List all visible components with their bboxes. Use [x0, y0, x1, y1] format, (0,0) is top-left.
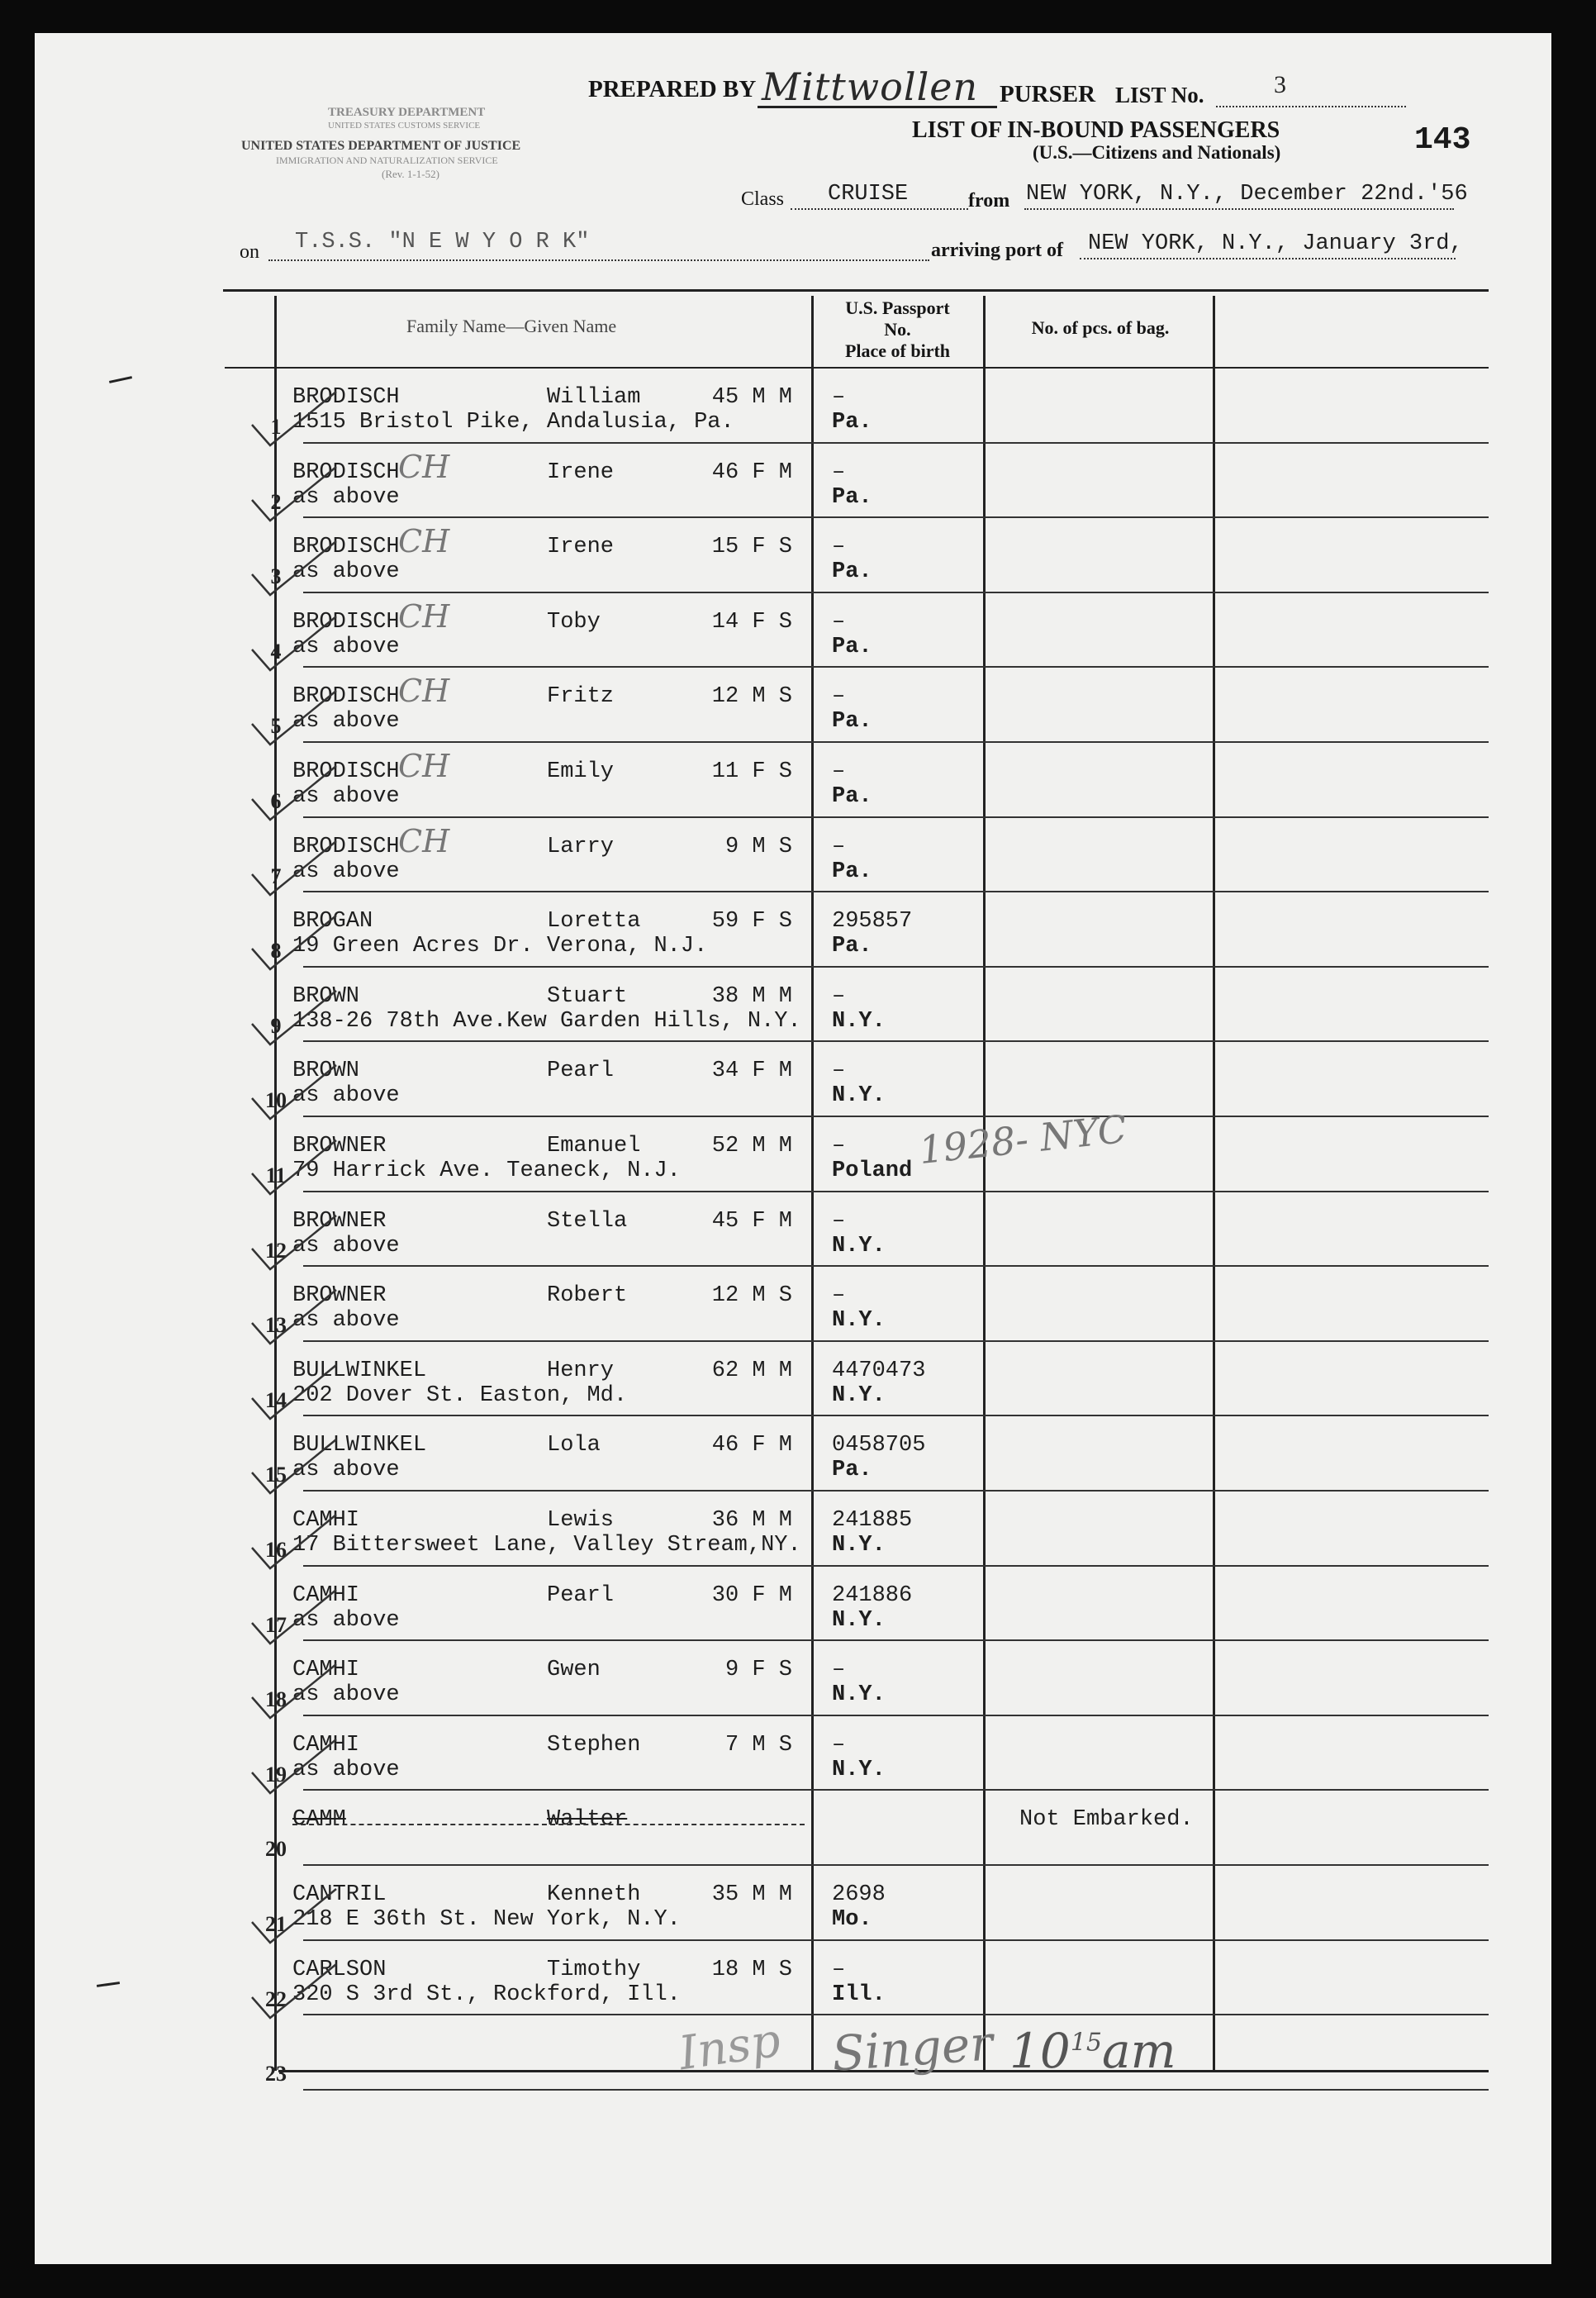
page-number: 143: [1414, 122, 1471, 158]
given-name: Robert: [547, 1283, 628, 1308]
footer-time-hour: 10: [1009, 2023, 1071, 2079]
row-number: 5: [270, 714, 282, 738]
agency-line-3: UNITED STATES DEPARTMENT OF JUSTICE: [241, 139, 521, 153]
address: 320 S 3rd St., Rockford, Ill.: [292, 1982, 681, 2007]
handwritten-correction: CH: [398, 748, 450, 784]
col-header-passport-1: U.S. Passport: [845, 297, 950, 318]
check-mark-icon: [245, 1361, 344, 1427]
row-number: 20: [265, 1837, 287, 1861]
age-sex-status: 14 F S: [711, 610, 792, 635]
age-sex-status: 46 F M: [711, 460, 792, 485]
family-name: CANTRIL: [292, 1882, 387, 1907]
address: as above: [292, 1608, 400, 1633]
row-number: 12: [265, 1239, 287, 1263]
prepared-by-signature: Mittwollen: [762, 64, 979, 109]
given-name: Henry: [547, 1358, 615, 1383]
age-sex-status: 45 F M: [711, 1209, 792, 1234]
check-mark-icon: [245, 1435, 344, 1501]
check-mark-icon: [245, 762, 344, 828]
place-of-birth: Mo.: [832, 1907, 872, 1932]
on-label: on: [240, 241, 259, 263]
list-no-label: LIST No.: [1115, 83, 1204, 107]
passport-number: 241885: [832, 1508, 913, 1533]
family-name: BRODISCH: [292, 535, 400, 559]
family-name: BRODISCH: [292, 460, 400, 485]
row-divider: [303, 1265, 1489, 1267]
age-sex-status: 35 M M: [711, 1882, 792, 1907]
address: 218 E 36th St. New York, N.Y.: [292, 1907, 681, 1932]
place-of-birth: N.Y.: [832, 1608, 886, 1633]
place-of-birth: Pa.: [832, 635, 872, 659]
place-of-birth: Pa.: [832, 1458, 872, 1482]
check-mark-icon: [245, 1136, 344, 1202]
row-number: 10: [265, 1088, 287, 1112]
passport-number: –: [832, 1134, 846, 1159]
row-number: 19: [265, 1763, 287, 1787]
family-name: BROGAN: [292, 909, 373, 934]
address: 19 Green Acres Dr. Verona, N.J.: [292, 934, 708, 959]
age-sex-status: 15 F S: [711, 535, 792, 559]
margin-mark: [97, 1982, 120, 1987]
row-divider: [303, 816, 1489, 818]
family-name: BROWNER: [292, 1283, 387, 1308]
from-value: NEW YORK, N.Y., December 22nd.'56: [1026, 182, 1468, 207]
given-name: Toby: [547, 610, 601, 635]
from-line: [1024, 208, 1454, 210]
row-number: 11: [265, 1163, 287, 1187]
place-of-birth: Pa.: [832, 859, 872, 884]
given-name: Stella: [547, 1209, 628, 1234]
from-label: from: [968, 190, 1010, 212]
row-number: 16: [265, 1538, 287, 1562]
address: as above: [292, 559, 400, 584]
place-of-birth: Pa.: [832, 784, 872, 809]
family-name: BRODISCH: [292, 610, 400, 635]
row-divider: [303, 1939, 1489, 1941]
passport-number: 241886: [832, 1583, 913, 1608]
given-name: Emily: [547, 759, 615, 784]
place-of-birth: Ill.: [832, 1982, 886, 2007]
address: as above: [292, 635, 400, 659]
check-mark-icon: [245, 911, 344, 978]
agency-line-4: IMMIGRATION AND NATURALIZATION SERVICE: [276, 155, 498, 166]
col-header-bags: No. of pcs. of bag.: [1031, 317, 1170, 338]
form-revision: (Rev. 1-1-52): [382, 168, 439, 180]
footer-inspector-mark: Insp: [676, 2013, 784, 2082]
given-name: Larry: [547, 835, 615, 859]
footer-time: [1009, 2023, 1176, 2079]
family-name: CAMHI: [292, 1508, 360, 1533]
row-divider: [303, 1715, 1489, 1716]
age-sex-status: 45 M M: [711, 385, 792, 410]
row-number: 14: [265, 1388, 287, 1412]
given-name: Lola: [547, 1433, 601, 1458]
age-sex-status: 52 M M: [711, 1134, 792, 1159]
row-divider: [303, 1040, 1489, 1042]
address: as above: [292, 1234, 400, 1258]
family-name: BRODISCH: [292, 759, 400, 784]
not-embarked-note: Not Embarked.: [1019, 1807, 1194, 1832]
passport-number: –: [832, 684, 846, 709]
place-of-birth: N.Y.: [832, 1383, 886, 1408]
age-sex-status: 18 M S: [711, 1958, 792, 1982]
family-name: BROWN: [292, 1059, 360, 1083]
family-name: BROWN: [292, 984, 360, 1009]
table-top-border: [223, 289, 1489, 292]
handwritten-naturalization-note: 1928- NYC: [916, 1106, 1129, 1173]
given-name: Pearl: [547, 1583, 615, 1608]
age-sex-status: 7 M S: [724, 1733, 792, 1758]
place-of-birth: Pa.: [832, 709, 872, 734]
age-sex-status: 9 F S: [724, 1658, 792, 1682]
given-name: Fritz: [547, 684, 615, 709]
row-divider: [303, 1191, 1489, 1192]
given-name: Loretta: [547, 909, 641, 934]
handwritten-correction: CH: [398, 823, 450, 859]
passport-number: –: [832, 759, 846, 784]
age-sex-status: 34 F M: [711, 1059, 792, 1083]
age-sex-status: 12 M S: [711, 1283, 792, 1308]
age-sex-status: 46 F M: [711, 1433, 792, 1458]
passport-number: 0458705: [832, 1433, 926, 1458]
family-name: BROWNER: [292, 1209, 387, 1234]
given-name: Irene: [547, 460, 615, 485]
address: 138-26 78th Ave.Kew Garden Hills, N.Y.: [292, 1009, 801, 1034]
place-of-birth: N.Y.: [832, 1009, 886, 1034]
given-name: Pearl: [547, 1059, 615, 1083]
passport-number: –: [832, 1059, 846, 1083]
address: as above: [292, 784, 400, 809]
strike-line: [292, 1824, 805, 1825]
row-divider: [303, 1864, 1489, 1866]
family-name: CAMHI: [292, 1658, 360, 1682]
passport-number: –: [832, 535, 846, 559]
family-name: BRODISCH: [292, 385, 400, 410]
family-name: BROWNER: [292, 1134, 387, 1159]
col-divider-extra: [1213, 296, 1215, 2071]
row-number: 18: [265, 1687, 287, 1711]
check-mark-icon: [245, 1660, 344, 1726]
address: as above: [292, 1458, 400, 1482]
place-of-birth: N.Y.: [832, 1083, 886, 1108]
given-name: Stuart: [547, 984, 628, 1009]
address: 79 Harrick Ave. Teaneck, N.J.: [292, 1159, 681, 1183]
address: as above: [292, 1308, 400, 1333]
passport-number: 2698: [832, 1882, 886, 1907]
check-mark-icon: [245, 1735, 344, 1801]
table-header-bottom: [225, 367, 1489, 369]
family-name: BULLWINKEL: [292, 1358, 427, 1383]
age-sex-status: 62 M M: [711, 1358, 792, 1383]
given-name: William: [547, 385, 641, 410]
given-name: Emanuel: [547, 1134, 641, 1159]
footer-time-minute: 15: [1070, 2028, 1102, 2058]
check-mark-icon: [245, 687, 344, 753]
passport-number: –: [832, 1283, 846, 1308]
agency-line-2: UNITED STATES CUSTOMS SERVICE: [328, 121, 481, 131]
check-mark-icon: [245, 537, 344, 603]
row-divider: [303, 741, 1489, 743]
row-number: 13: [265, 1313, 287, 1337]
row-divider: [303, 2089, 1489, 2091]
row-divider: [303, 1415, 1489, 1416]
row-number: 22: [265, 1987, 287, 2011]
row-number: 7: [270, 864, 282, 888]
address: as above: [292, 485, 400, 510]
passport-number: –: [832, 984, 846, 1009]
ship-line: [268, 259, 929, 261]
class-line: [791, 208, 968, 210]
row-divider: [303, 1565, 1489, 1567]
check-mark-icon: [245, 1960, 344, 2026]
given-name: Timothy: [547, 1958, 641, 1982]
row-divider: [303, 966, 1489, 968]
passport-number: –: [832, 1658, 846, 1682]
address: as above: [292, 1758, 400, 1782]
col-divider-passport: [811, 296, 814, 2071]
row-number: 23: [265, 2062, 287, 2086]
purser-label: PURSER: [1000, 81, 1096, 107]
handwritten-correction: CH: [398, 673, 450, 709]
address: as above: [292, 1682, 400, 1707]
family-name: CAMHI: [292, 1733, 360, 1758]
row-number: 1: [270, 415, 282, 439]
footer-signature: Singer: [829, 2015, 995, 2082]
arriving-port-label: arriving port of: [931, 240, 1063, 261]
row-divider: [303, 516, 1489, 518]
check-mark-icon: [245, 1061, 344, 1127]
row-number: 4: [270, 640, 282, 664]
family-name: BRODISCH: [292, 684, 400, 709]
address: as above: [292, 1083, 400, 1108]
place-of-birth: Pa.: [832, 559, 872, 584]
row-number: 8: [270, 939, 282, 963]
address: 1515 Bristol Pike, Andalusia, Pa.: [292, 410, 734, 435]
given-name: Stephen: [547, 1733, 641, 1758]
age-sex-status: 36 M M: [711, 1508, 792, 1533]
passport-number: –: [832, 835, 846, 859]
list-no-line: [1216, 106, 1406, 107]
address: as above: [292, 709, 400, 734]
passport-number: –: [832, 385, 846, 410]
age-sex-status: 38 M M: [711, 984, 792, 1009]
given-name: Walter: [547, 1807, 628, 1832]
family-name: BRODISCH: [292, 835, 400, 859]
prepared-by-label: PREPARED BY: [588, 76, 757, 102]
address: as above: [292, 859, 400, 884]
family-name: CARLSON: [292, 1958, 387, 1982]
place-of-birth: Pa.: [832, 485, 872, 510]
handwritten-correction: CH: [398, 598, 450, 635]
passport-number: –: [832, 1958, 846, 1982]
passport-number: –: [832, 460, 846, 485]
row-number: 21: [265, 1912, 287, 1936]
check-mark-icon: [245, 1586, 344, 1652]
row-divider: [303, 1639, 1489, 1641]
agency-line-1: TREASURY DEPARTMENT: [328, 106, 486, 119]
ship-value: T.S.S. "N E W Y O R K": [295, 230, 590, 255]
place-of-birth: N.Y.: [832, 1533, 886, 1558]
family-name: CAMM: [292, 1807, 346, 1832]
class-label: Class: [741, 188, 785, 210]
row-number: 3: [270, 564, 282, 588]
row-divider: [303, 442, 1489, 444]
given-name: Lewis: [547, 1508, 615, 1533]
row-divider: [303, 1490, 1489, 1492]
check-mark-icon: [245, 837, 344, 903]
row-divider: [303, 2014, 1489, 2015]
check-mark-icon: [245, 1286, 344, 1352]
manifest-sheet: [35, 33, 1551, 2264]
list-title: LIST OF IN-BOUND PASSENGERS: [912, 117, 1280, 143]
age-sex-status: 9 M S: [724, 835, 792, 859]
passport-number: –: [832, 610, 846, 635]
col-header-name: Family Name—Given Name: [406, 316, 617, 336]
place-of-birth: Pa.: [832, 410, 872, 435]
row-divider: [303, 592, 1489, 593]
passport-number: –: [832, 1209, 846, 1234]
handwritten-correction: CH: [398, 523, 450, 559]
row-divider: [303, 891, 1489, 892]
place-of-birth: N.Y.: [832, 1308, 886, 1333]
col-header-passport-2: No.: [884, 319, 911, 340]
class-value: CRUISE: [828, 182, 909, 207]
family-name: BULLWINKEL: [292, 1433, 427, 1458]
address: 202 Dover St. Easton, Md.: [292, 1383, 628, 1408]
row-divider: [303, 666, 1489, 668]
age-sex-status: 12 M S: [711, 684, 792, 709]
row-divider: [303, 1340, 1489, 1342]
given-name: Kenneth: [547, 1882, 641, 1907]
age-sex-status: 11 F S: [711, 759, 792, 784]
row-number: 6: [270, 789, 282, 813]
row-number: 2: [270, 490, 282, 514]
row-number: 9: [270, 1014, 282, 1038]
col-header-passport-3: Place of birth: [844, 340, 951, 361]
check-mark-icon: [245, 612, 344, 678]
age-sex-status: 59 F S: [711, 909, 792, 934]
passport-number: 295857: [832, 909, 913, 934]
list-no-value: 3: [1274, 71, 1286, 98]
place-of-birth: N.Y.: [832, 1234, 886, 1258]
arriving-port-value: NEW YORK, N.Y., January 3rd,: [1088, 231, 1463, 256]
handwritten-correction: CH: [398, 449, 450, 485]
given-name: Irene: [547, 535, 615, 559]
margin-mark: [109, 376, 132, 383]
check-mark-icon: [245, 1211, 344, 1277]
arriving-line: [1080, 258, 1456, 259]
age-sex-status: 30 F M: [711, 1583, 792, 1608]
place-of-birth: N.Y.: [832, 1758, 886, 1782]
check-mark-icon: [245, 388, 344, 454]
passport-number: –: [832, 1733, 846, 1758]
given-name: Gwen: [547, 1658, 601, 1682]
place-of-birth: N.Y.: [832, 1682, 886, 1707]
check-mark-icon: [245, 1885, 344, 1951]
check-mark-icon: [245, 1511, 344, 1577]
col-divider-bags: [983, 296, 986, 2071]
check-mark-icon: [245, 987, 344, 1053]
passport-number: 4470473: [832, 1358, 926, 1383]
footer-time-suffix: am: [1102, 2023, 1176, 2079]
row-divider: [303, 1789, 1489, 1791]
place-of-birth: Pa.: [832, 934, 872, 959]
check-mark-icon: [245, 463, 344, 529]
row-number: 17: [265, 1613, 287, 1637]
row-divider: [303, 1116, 1489, 1117]
address: 17 Bittersweet Lane, Valley Stream,NY.: [292, 1533, 801, 1558]
family-name: CAMHI: [292, 1583, 360, 1608]
list-subtitle: (U.S.—Citizens and Nationals): [1033, 142, 1281, 163]
row-number: 15: [265, 1463, 287, 1487]
place-of-birth: Poland: [832, 1159, 913, 1183]
